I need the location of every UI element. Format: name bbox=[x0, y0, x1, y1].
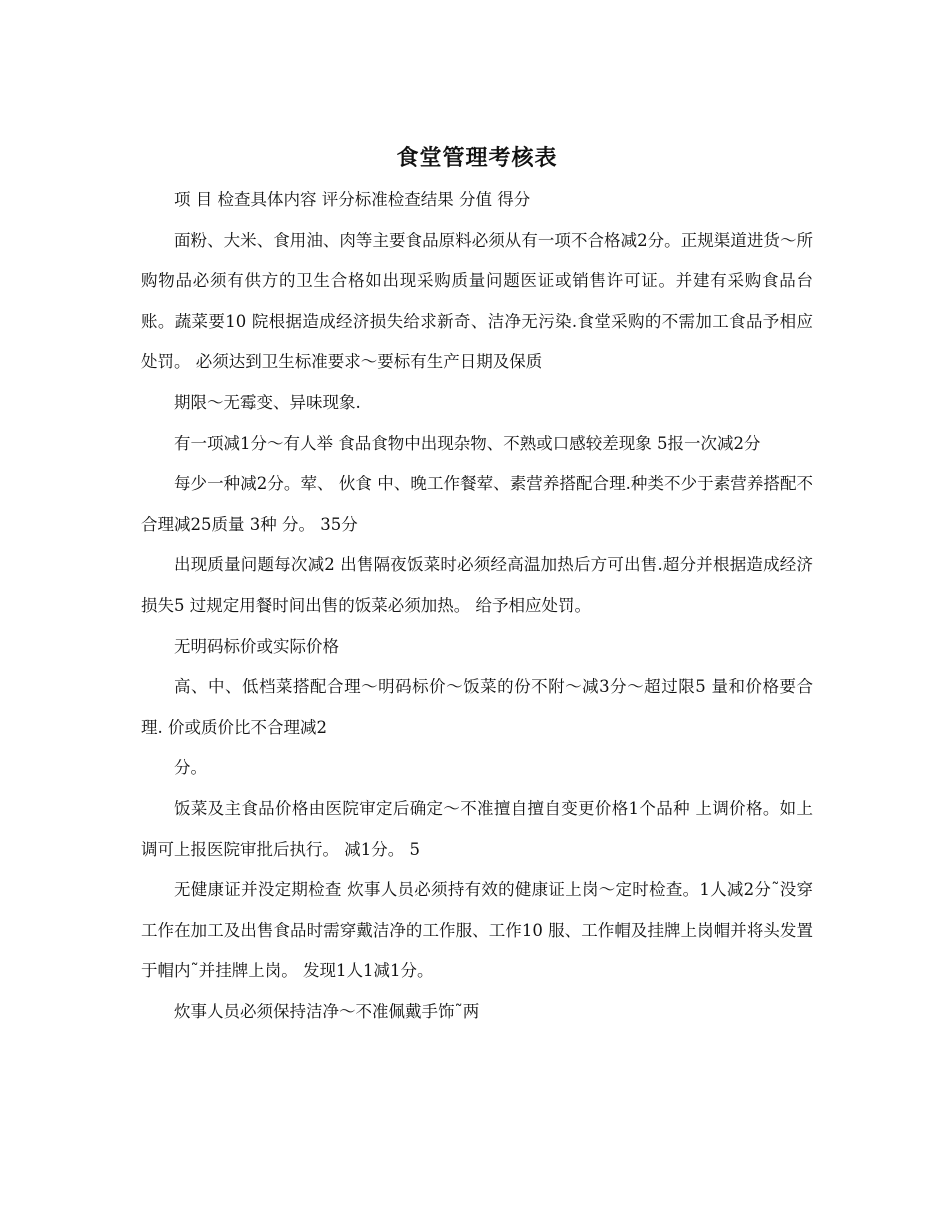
paragraph-health-certificate: 无健康证并没定期检查 炊事人员必须持有效的健康证上岗～定时检查。1人减2分˜没穿工作在加工及出售食品时需穿戴洁净的工作服、工作10 服、工作帽及挂牌上岗帽并将头发置于帽内˜并挂牌上岗。 发现1人1减1分。 bbox=[141, 880, 813, 981]
paragraph-price-approval: 饭菜及主食品价格由医院审定后确定～不准擅自擅自变更价格1个品种 上调价格。如上调可上报医院审批后执行。 减1分。 5 bbox=[141, 798, 813, 859]
paragraph-meal-variety: 每少一种减2分。荤、 伙食 中、晚工作餐荤、素营养搭配合理.种类不少于素营养搭配不合理减25质量 3种 分。 35分 bbox=[141, 474, 813, 534]
paragraph-food-quality: 有一项减1分～有人举 食品食物中出现杂物、不熟或口感较差现象 5报一次减2分 bbox=[174, 433, 761, 453]
document-title: 食堂管理考核表 bbox=[396, 145, 558, 171]
document-page bbox=[141, 140, 813, 1032]
paragraph-price-grades: 高、中、低档菜搭配合理～明码标价～饭菜的份不附～减3分～超过限5 量和价格要合理. 价或质价比不合理减2 bbox=[141, 677, 813, 737]
paragraph-price-grades-cont: 分。 bbox=[174, 758, 207, 778]
paragraph-leftovers: 出现质量问题每次减2 出售隔夜饭菜时必须经高温加热后方可出售.超分并根据造成经济损失5 过规定用餐时间出售的饭菜必须加热。 给予相应处罚。 bbox=[141, 555, 813, 615]
paragraph-procurement: 面粉、大米、食用油、肉等主要食品原料必须从有一项不合格减2分。正规渠道进货～所购物品必须有供方的卫生合格如出现采购质量问题医证或销售许可证。并建有采购食品台账。蔬菜要10 院根据造成经济损失给求新奇、洁净无污染.食堂采购的不需加工食品予相应处罚。 必须达到卫生标准要求～要标有生产日期及保质 bbox=[141, 230, 813, 372]
paragraph-shelf-life: 期限～无霉变、异味现象. bbox=[174, 392, 361, 412]
paragraph-staff-hygiene: 炊事人员必须保持洁净～不准佩戴手饰˜两 bbox=[174, 1001, 480, 1021]
paragraph-price-label: 无明码标价或实际价格 bbox=[174, 636, 339, 656]
table-header-line: 项 目 检查具体内容 评分标准检查结果 分值 得分 bbox=[174, 190, 531, 209]
